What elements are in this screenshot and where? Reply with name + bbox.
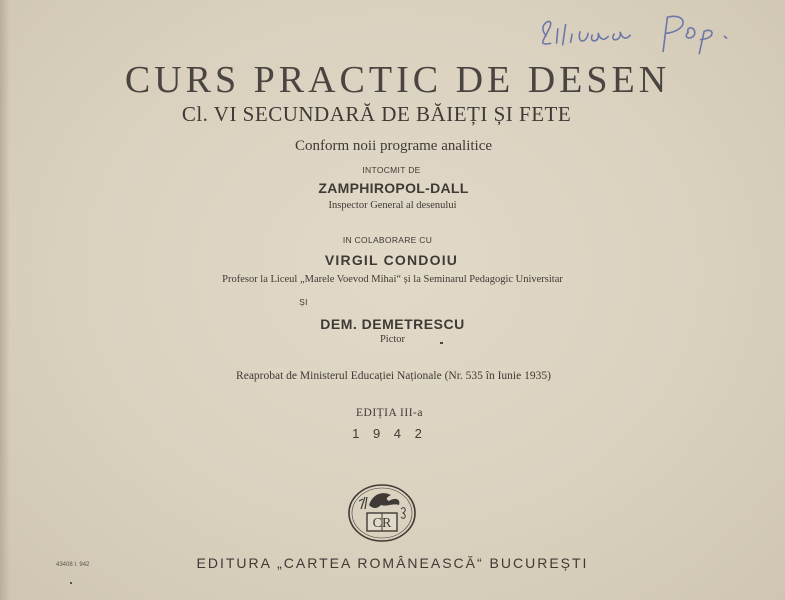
author-demetrescu-role: Pictor [379,334,406,345]
publisher-emblem-icon [347,483,417,543]
author-condoiu-role: Profesor la Liceul „Marele Voevod Mihai“ și la Seminarul Pedagogic Universitar [222,274,563,285]
ink-dot [440,342,443,344]
print-mark [70,582,72,584]
book-title: CURS PRACTIC DE DESEN [124,59,671,101]
approval-line: Reaprobat de Ministerul Educației Naționale (Nr. 535 în Iunie 1935) [236,370,551,382]
author-condoiu: VIRGIL CONDOIU [324,252,459,268]
handwritten-signature [527,0,780,67]
emblem-letters: CR [372,516,392,531]
edition-line: EDIȚIA III-a [356,407,423,419]
colaborare-label: IN COLABORARE CU [342,235,433,245]
book-subtitle: Cl. VI SECUNDARĂ DE BĂIEȚI ȘI FETE [181,102,572,126]
publication-year: 1 9 4 2 [352,426,427,441]
author-zamphiropol-role: Inspector General al desenului [328,200,457,211]
author-demetrescu: DEM. DEMETRESCU [320,316,465,332]
author-zamphiropol: ZAMPHIROPOL-DALL [318,180,469,196]
print-code: 43408 I. 942 [56,562,90,568]
conform-line: Conform noii programe analitice [294,138,493,154]
publisher-line: EDITURA „CARTEA ROMÂNEASCĂ“ BUCUREȘTI [196,555,589,571]
si-label: ȘI [299,297,308,307]
intocmit-label: INTOCMIT DE [362,165,421,175]
